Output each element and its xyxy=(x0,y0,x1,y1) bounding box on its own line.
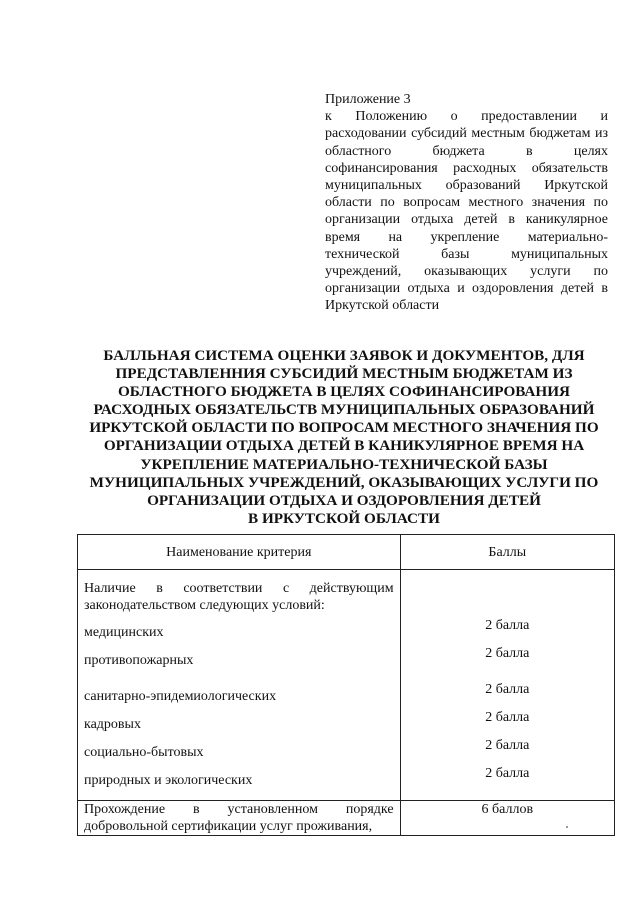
title-line: ИРКУТСКОЙ ОБЛАСТИ ПО ВОПРОСАМ МЕСТНОГО ЗНАЧЕНИЯ ПО xyxy=(89,419,599,437)
points-value: 2 балла xyxy=(485,710,530,725)
points-cell xyxy=(400,570,614,801)
criterion-intro: Наличие в соответствии с действующим законодательством следующих условий: xyxy=(84,581,394,613)
sub-criterion: санитарно-эпидемиологических xyxy=(84,689,277,704)
header-criterion: Наименование критерия xyxy=(78,535,401,570)
title-line: РАСХОДНЫХ ОБЯЗАТЕЛЬСТВ МУНИЦИПАЛЬНЫХ ОБРАЗОВАНИЙ xyxy=(93,401,595,419)
title-line: УКРЕПЛЕНИЕ МАТЕРИАЛЬНО-ТЕХНИЧЕСКОЙ БАЗЫ xyxy=(140,455,548,473)
title-line: ОРГАНИЗАЦИИ ОТДЫХА И ОЗДОРОВЛЕНИЯ ДЕТЕЙ xyxy=(147,491,541,509)
sub-criterion: медицинских xyxy=(84,625,164,640)
title-line: ОРГАНИЗАЦИИ ОТДЫХА ДЕТЕЙ В КАНИКУЛЯРНОЕ ВРЕМЯ НА xyxy=(103,437,585,455)
criterion-cell xyxy=(78,570,401,801)
points-value: 2 балла xyxy=(485,682,530,697)
title-line: БАЛЛЬНАЯ СИСТЕМА ОЦЕНКИ ЗАЯВОК И ДОКУМЕНТОВ, ДЛЯ xyxy=(103,347,585,364)
points-value: 2 балла xyxy=(485,646,530,661)
title-line: ПРЕДСТАВЛЕННИЯ СУБСИДИЙ МЕСТНЫМ БЮДЖЕТАМ ИЗ xyxy=(115,365,573,383)
title-line: В ИРКУТСКОЙ ОБЛАСТИ xyxy=(248,509,440,527)
points-value: 2 балла xyxy=(485,766,530,781)
criteria-table xyxy=(77,534,615,836)
title-line: МУНИЦИПАЛЬНЫХ УЧРЕЖДЕНИЙ, ОКАЗЫВАЮЩИХ УСЛУГИ ПО xyxy=(89,473,599,491)
annex-number: Приложение 3 xyxy=(325,92,411,107)
sub-criterion: социально-бытовых xyxy=(84,745,204,760)
table-header-row xyxy=(78,535,615,570)
points-value: 6 баллов xyxy=(400,801,614,836)
annex-reference-text: к Положению о предоставлении и расходовании субсидий местным бюджетам из областного бюджета в целях софинансирования расходных обязательств муниципальных образований Иркутской области по вопросам местного значения по организации отдыха детей в каникулярное время на укрепление материально-технической базы муниципальных учреждений, оказывающих услуги по организации отдыха и оздоровления детей в Иркутской области xyxy=(325,109,608,314)
points-value: 2 балла xyxy=(485,738,530,753)
document-title xyxy=(70,347,618,528)
points-value: 2 балла xyxy=(485,618,530,633)
table-row xyxy=(78,570,615,801)
title-line: ОБЛАСТНОГО БЮДЖЕТА В ЦЕЛЯХ СОФИНАНСИРОВАНИЯ xyxy=(117,383,570,401)
sub-criterion: противопожарных xyxy=(84,653,194,668)
header-points: Баллы xyxy=(400,535,614,570)
sub-criterion: природных и экологических xyxy=(84,773,253,788)
sub-criterion: кадровых xyxy=(84,717,141,732)
annex-block xyxy=(325,91,608,315)
scan-artifact xyxy=(566,826,568,828)
criterion-cell: Прохождение в установленном порядке добровольной сертификации услуг проживания, xyxy=(78,801,401,836)
table-row xyxy=(78,801,615,836)
